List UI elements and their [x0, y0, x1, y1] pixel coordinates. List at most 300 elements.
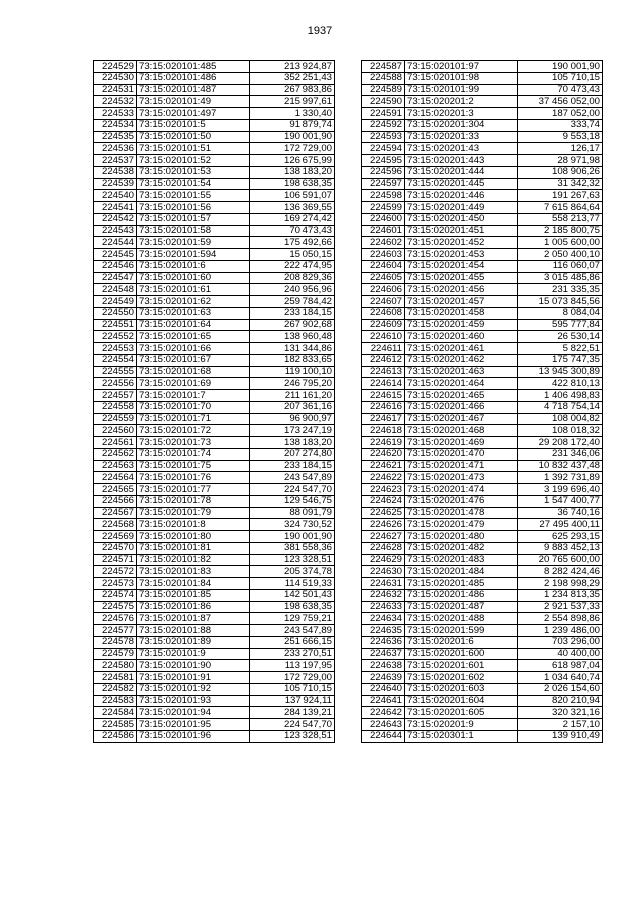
row-number-cell: 224644 — [362, 730, 405, 742]
cadastral-number-cell: 73:15:020201:9 — [405, 719, 518, 731]
cadastral-number-cell: 73:15:020101:594 — [137, 249, 250, 261]
row-number-cell: 224575 — [94, 601, 137, 613]
row-number-cell: 224556 — [94, 378, 137, 390]
row-number-cell: 224615 — [362, 390, 405, 402]
row-number-cell: 224555 — [94, 366, 137, 378]
value-cell: 182 833,65 — [250, 354, 335, 366]
row-number-cell: 224589 — [362, 84, 405, 96]
cadastral-number-cell: 73:15:020201:599 — [405, 625, 518, 637]
value-cell: 136 369,55 — [250, 202, 335, 214]
cadastral-number-cell: 73:15:020101:59 — [137, 237, 250, 249]
cadastral-number-cell: 73:15:020201:463 — [405, 366, 518, 378]
table-row — [362, 448, 603, 460]
cadastral-number-cell: 73:15:020201:470 — [405, 448, 518, 460]
cadastral-number-cell: 73:15:020101:92 — [137, 683, 250, 695]
cadastral-number-cell: 73:15:020201:471 — [405, 460, 518, 472]
value-cell: 1 234 813,35 — [518, 589, 603, 601]
table-row — [362, 460, 603, 472]
cadastral-number-cell: 73:15:020101:86 — [137, 601, 250, 613]
value-cell: 267 983,86 — [250, 84, 335, 96]
table-row — [362, 249, 603, 261]
row-number-cell: 224619 — [362, 437, 405, 449]
value-cell: 172 729,00 — [250, 672, 335, 684]
table-row — [362, 178, 603, 190]
row-number-cell: 224538 — [94, 166, 137, 178]
row-number-cell: 224557 — [94, 390, 137, 402]
value-cell: 211 161,20 — [250, 390, 335, 402]
cadastral-number-cell: 73:15:020201:602 — [405, 672, 518, 684]
row-number-cell: 224632 — [362, 589, 405, 601]
cadastral-number-cell: 73:15:020101:56 — [137, 202, 250, 214]
value-cell: 70 473,43 — [250, 225, 335, 237]
row-number-cell: 224643 — [362, 719, 405, 731]
table-row — [94, 331, 335, 343]
table-row — [362, 695, 603, 707]
value-cell: 240 956,96 — [250, 284, 335, 296]
value-cell: 26 530,14 — [518, 331, 603, 343]
table-row — [94, 578, 335, 590]
value-cell: 8 282 424,46 — [518, 566, 603, 578]
table-row — [94, 131, 335, 143]
table-row — [94, 213, 335, 225]
table-row — [362, 472, 603, 484]
row-number-cell: 224606 — [362, 284, 405, 296]
table-row — [362, 378, 603, 390]
cadastral-number-cell: 73:15:020301:1 — [405, 730, 518, 742]
table-row — [362, 72, 603, 84]
cadastral-number-cell: 73:15:020201:482 — [405, 542, 518, 554]
cadastral-number-cell: 73:15:020101:89 — [137, 636, 250, 648]
row-number-cell: 224552 — [94, 331, 137, 343]
value-cell: 129 759,21 — [250, 613, 335, 625]
table-row — [94, 272, 335, 284]
value-cell: 558 213,77 — [518, 213, 603, 225]
row-number-cell: 224641 — [362, 695, 405, 707]
table-row — [362, 413, 603, 425]
value-cell: 36 740,16 — [518, 507, 603, 519]
row-number-cell: 224631 — [362, 578, 405, 590]
cadastral-number-cell: 73:15:020201:33 — [405, 131, 518, 143]
row-number-cell: 224585 — [94, 719, 137, 731]
cadastral-number-cell: 73:15:020101:79 — [137, 507, 250, 519]
cadastral-number-cell: 73:15:020101:55 — [137, 190, 250, 202]
table-row — [94, 284, 335, 296]
table-row — [94, 190, 335, 202]
row-number-cell: 224537 — [94, 155, 137, 167]
value-cell: 224 547,70 — [250, 484, 335, 496]
cadastral-number-cell: 73:15:020101:91 — [137, 672, 250, 684]
table-row — [94, 249, 335, 261]
row-number-cell: 224534 — [94, 119, 137, 131]
row-number-cell: 224545 — [94, 249, 137, 261]
row-number-cell: 224634 — [362, 613, 405, 625]
table-row — [362, 625, 603, 637]
row-number-cell: 224636 — [362, 636, 405, 648]
cadastral-number-cell: 73:15:020101:83 — [137, 566, 250, 578]
row-number-cell: 224592 — [362, 119, 405, 131]
cadastral-number-cell: 73:15:020101:96 — [137, 730, 250, 742]
cadastral-number-cell: 73:15:020201:453 — [405, 249, 518, 261]
row-number-cell: 224620 — [362, 448, 405, 460]
row-number-cell: 224603 — [362, 249, 405, 261]
table-row — [362, 237, 603, 249]
row-number-cell: 224602 — [362, 237, 405, 249]
row-number-cell: 224576 — [94, 613, 137, 625]
cadastral-number-cell: 73:15:020201:469 — [405, 437, 518, 449]
row-number-cell: 224608 — [362, 307, 405, 319]
cadastral-number-cell: 73:15:020101:74 — [137, 448, 250, 460]
row-number-cell: 224571 — [94, 554, 137, 566]
value-cell: 27 495 400,11 — [518, 519, 603, 531]
row-number-cell: 224597 — [362, 178, 405, 190]
cadastral-number-cell: 73:15:020201:43 — [405, 143, 518, 155]
cadastral-number-cell: 73:15:020201:605 — [405, 707, 518, 719]
value-cell: 139 910,49 — [518, 730, 603, 742]
table-row — [94, 695, 335, 707]
row-number-cell: 224593 — [362, 131, 405, 143]
cadastral-number-cell: 73:15:020101:63 — [137, 307, 250, 319]
row-number-cell: 224529 — [94, 61, 137, 73]
table-row — [362, 213, 603, 225]
cadastral-number-cell: 73:15:020201:604 — [405, 695, 518, 707]
row-number-cell: 224570 — [94, 542, 137, 554]
table-row — [94, 108, 335, 120]
cadastral-number-cell: 73:15:020201:486 — [405, 589, 518, 601]
row-number-cell: 224586 — [94, 730, 137, 742]
value-cell: 131 344,86 — [250, 343, 335, 355]
row-number-cell: 224573 — [94, 578, 137, 590]
value-cell: 231 335,35 — [518, 284, 603, 296]
value-cell: 142 501,43 — [250, 589, 335, 601]
table-row — [362, 225, 603, 237]
cadastral-number-cell: 73:15:020101:97 — [405, 61, 518, 73]
cadastral-number-cell: 73:15:020101:7 — [137, 390, 250, 402]
table-row — [94, 296, 335, 308]
cadastral-number-cell: 73:15:020101:77 — [137, 484, 250, 496]
value-cell: 5 822,51 — [518, 343, 603, 355]
table-row — [94, 343, 335, 355]
row-number-cell: 224561 — [94, 437, 137, 449]
cadastral-number-cell: 73:15:020101:78 — [137, 495, 250, 507]
value-cell: 2 198 998,29 — [518, 578, 603, 590]
table-row — [94, 155, 335, 167]
table-row — [94, 390, 335, 402]
row-number-cell: 224616 — [362, 401, 405, 413]
cadastral-number-cell: 73:15:020101:81 — [137, 542, 250, 554]
table-row — [362, 260, 603, 272]
cadastral-number-cell: 73:15:020201:456 — [405, 284, 518, 296]
cadastral-number-cell: 73:15:020201:474 — [405, 484, 518, 496]
value-cell: 9 553,18 — [518, 131, 603, 143]
value-cell: 175 747,35 — [518, 354, 603, 366]
value-cell: 126 675,99 — [250, 155, 335, 167]
row-number-cell: 224587 — [362, 61, 405, 73]
table-row — [362, 119, 603, 131]
value-cell: 123 328,51 — [250, 554, 335, 566]
table-row — [94, 472, 335, 484]
row-number-cell: 224542 — [94, 213, 137, 225]
row-number-cell: 224563 — [94, 460, 137, 472]
table-row — [362, 425, 603, 437]
value-cell: 173 247,19 — [250, 425, 335, 437]
cadastral-number-cell: 73:15:020101:95 — [137, 719, 250, 731]
table-row — [94, 425, 335, 437]
table-row — [362, 531, 603, 543]
table-row — [362, 319, 603, 331]
row-number-cell: 224551 — [94, 319, 137, 331]
row-number-cell: 224595 — [362, 155, 405, 167]
cadastral-number-cell: 73:15:020201:444 — [405, 166, 518, 178]
value-cell: 88 091,79 — [250, 507, 335, 519]
row-number-cell: 224623 — [362, 484, 405, 496]
table-row — [362, 61, 603, 73]
row-number-cell: 224531 — [94, 84, 137, 96]
row-number-cell: 224614 — [362, 378, 405, 390]
table-row — [362, 707, 603, 719]
cadastral-number-cell: 73:15:020201:461 — [405, 343, 518, 355]
value-cell: 138 960,48 — [250, 331, 335, 343]
value-cell: 224 547,70 — [250, 719, 335, 731]
cadastral-number-cell: 73:15:020101:50 — [137, 131, 250, 143]
cadastral-number-cell: 73:15:020201:603 — [405, 683, 518, 695]
cadastral-number-cell: 73:15:020201:473 — [405, 472, 518, 484]
value-cell: 2 157,10 — [518, 719, 603, 731]
value-cell: 333,74 — [518, 119, 603, 131]
table-row — [94, 84, 335, 96]
cadastral-number-cell: 73:15:020101:485 — [137, 61, 250, 73]
cadastral-number-cell: 73:15:020101:66 — [137, 343, 250, 355]
right-table — [361, 60, 603, 743]
table-row — [362, 166, 603, 178]
row-number-cell: 224565 — [94, 484, 137, 496]
value-cell: 116 060,07 — [518, 260, 603, 272]
table-row — [94, 566, 335, 578]
row-number-cell: 224541 — [94, 202, 137, 214]
row-number-cell: 224579 — [94, 648, 137, 660]
value-cell: 190 001,90 — [250, 531, 335, 543]
row-number-cell: 224533 — [94, 108, 137, 120]
value-cell: 28 971,98 — [518, 155, 603, 167]
table-row — [362, 660, 603, 672]
value-cell: 243 547,89 — [250, 472, 335, 484]
value-cell: 138 183,20 — [250, 166, 335, 178]
value-cell: 91 879,74 — [250, 119, 335, 131]
cadastral-number-cell: 73:15:020201:449 — [405, 202, 518, 214]
row-number-cell: 224618 — [362, 425, 405, 437]
cadastral-number-cell: 73:15:020101:76 — [137, 472, 250, 484]
value-cell: 251 666,15 — [250, 636, 335, 648]
table-row — [94, 437, 335, 449]
cadastral-number-cell: 73:15:020101:497 — [137, 108, 250, 120]
value-cell: 20 765 600,00 — [518, 554, 603, 566]
table-row — [362, 554, 603, 566]
value-cell: 381 558,36 — [250, 542, 335, 554]
cadastral-number-cell: 73:15:020201:480 — [405, 531, 518, 543]
value-cell: 703 296,00 — [518, 636, 603, 648]
value-cell: 1 330,40 — [250, 108, 335, 120]
row-number-cell: 224558 — [94, 401, 137, 413]
value-cell: 213 924,87 — [250, 61, 335, 73]
row-number-cell: 224617 — [362, 413, 405, 425]
value-cell: 246 795,20 — [250, 378, 335, 390]
cadastral-number-cell: 73:15:020201:483 — [405, 554, 518, 566]
value-cell: 4 718 754,14 — [518, 401, 603, 413]
left-table — [93, 60, 335, 743]
row-number-cell: 224567 — [94, 507, 137, 519]
value-cell: 422 810,13 — [518, 378, 603, 390]
row-number-cell: 224596 — [362, 166, 405, 178]
row-number-cell: 224605 — [362, 272, 405, 284]
cadastral-number-cell: 73:15:020101:52 — [137, 155, 250, 167]
row-number-cell: 224536 — [94, 143, 137, 155]
table-row — [94, 401, 335, 413]
table-row — [94, 96, 335, 108]
table-row — [362, 190, 603, 202]
value-cell: 113 197,95 — [250, 660, 335, 672]
table-row — [94, 307, 335, 319]
table-row — [362, 108, 603, 120]
table-row — [362, 683, 603, 695]
table-row — [94, 202, 335, 214]
cadastral-number-cell: 73:15:020101:82 — [137, 554, 250, 566]
table-row — [94, 519, 335, 531]
value-cell: 3 015 485,86 — [518, 272, 603, 284]
cadastral-number-cell: 73:15:020201:484 — [405, 566, 518, 578]
table-row — [94, 531, 335, 543]
table-row — [362, 155, 603, 167]
row-number-cell: 224562 — [94, 448, 137, 460]
value-cell: 2 921 537,33 — [518, 601, 603, 613]
cadastral-number-cell: 73:15:020101:93 — [137, 695, 250, 707]
table-row — [94, 589, 335, 601]
row-number-cell: 224577 — [94, 625, 137, 637]
row-number-cell: 224572 — [94, 566, 137, 578]
value-cell: 2 026 154,60 — [518, 683, 603, 695]
cadastral-number-cell: 73:15:020101:65 — [137, 331, 250, 343]
table-row — [362, 272, 603, 284]
value-cell: 8 084,04 — [518, 307, 603, 319]
cadastral-number-cell: 73:15:020201:443 — [405, 155, 518, 167]
row-number-cell: 224625 — [362, 507, 405, 519]
row-number-cell: 224559 — [94, 413, 137, 425]
row-number-cell: 224566 — [94, 495, 137, 507]
value-cell: 9 883 452,13 — [518, 542, 603, 554]
table-row — [362, 566, 603, 578]
row-number-cell: 224612 — [362, 354, 405, 366]
cadastral-number-cell: 73:15:020201:2 — [405, 96, 518, 108]
value-cell: 129 546,75 — [250, 495, 335, 507]
value-cell: 119 100,10 — [250, 366, 335, 378]
value-cell: 13 945 300,89 — [518, 366, 603, 378]
value-cell: 169 274,42 — [250, 213, 335, 225]
cadastral-number-cell: 73:15:020101:53 — [137, 166, 250, 178]
table-row — [94, 460, 335, 472]
value-cell: 2 554 898,86 — [518, 613, 603, 625]
row-number-cell: 224553 — [94, 343, 137, 355]
value-cell: 2 050 400,10 — [518, 249, 603, 261]
row-number-cell: 224550 — [94, 307, 137, 319]
cadastral-number-cell: 73:15:020101:67 — [137, 354, 250, 366]
value-cell: 37 456 052,00 — [518, 96, 603, 108]
cadastral-number-cell: 73:15:020101:73 — [137, 437, 250, 449]
table-row — [94, 507, 335, 519]
value-cell: 267 902,68 — [250, 319, 335, 331]
table-row — [362, 730, 603, 742]
row-number-cell: 224600 — [362, 213, 405, 225]
value-cell: 40 400,00 — [518, 648, 603, 660]
table-row — [362, 495, 603, 507]
cadastral-number-cell: 73:15:020101:98 — [405, 72, 518, 84]
table-row — [362, 84, 603, 96]
value-cell: 233 184,15 — [250, 307, 335, 319]
row-number-cell: 224639 — [362, 672, 405, 684]
row-number-cell: 224539 — [94, 178, 137, 190]
cadastral-number-cell: 73:15:020201:445 — [405, 178, 518, 190]
row-number-cell: 224560 — [94, 425, 137, 437]
row-number-cell: 224598 — [362, 190, 405, 202]
row-number-cell: 224548 — [94, 284, 137, 296]
value-cell: 29 208 172,40 — [518, 437, 603, 449]
row-number-cell: 224590 — [362, 96, 405, 108]
value-cell: 222 474,95 — [250, 260, 335, 272]
table-row — [94, 495, 335, 507]
value-cell: 1 392 731,89 — [518, 472, 603, 484]
table-row — [94, 542, 335, 554]
cadastral-number-cell: 73:15:020201:478 — [405, 507, 518, 519]
row-number-cell: 224540 — [94, 190, 137, 202]
cadastral-number-cell: 73:15:020101:5 — [137, 119, 250, 131]
table-row — [362, 636, 603, 648]
value-cell: 820 210,94 — [518, 695, 603, 707]
table-row — [362, 589, 603, 601]
row-number-cell: 224637 — [362, 648, 405, 660]
row-number-cell: 224624 — [362, 495, 405, 507]
value-cell: 191 267,63 — [518, 190, 603, 202]
cadastral-number-cell: 73:15:020201:451 — [405, 225, 518, 237]
value-cell: 1 406 498,83 — [518, 390, 603, 402]
cadastral-number-cell: 73:15:020201:479 — [405, 519, 518, 531]
cadastral-number-cell: 73:15:020201:454 — [405, 260, 518, 272]
cadastral-number-cell: 73:15:020201:488 — [405, 613, 518, 625]
row-number-cell: 224588 — [362, 72, 405, 84]
row-number-cell: 224604 — [362, 260, 405, 272]
row-number-cell: 224564 — [94, 472, 137, 484]
value-cell: 207 274,80 — [250, 448, 335, 460]
cadastral-number-cell: 73:15:020201:459 — [405, 319, 518, 331]
table-row — [362, 519, 603, 531]
cadastral-number-cell: 73:15:020101:72 — [137, 425, 250, 437]
value-cell: 15 050,15 — [250, 249, 335, 261]
table-row — [362, 401, 603, 413]
value-cell: 233 270,51 — [250, 648, 335, 660]
value-cell: 10 832 437,48 — [518, 460, 603, 472]
value-cell: 3 199 696,40 — [518, 484, 603, 496]
value-cell: 352 251,43 — [250, 72, 335, 84]
row-number-cell: 224628 — [362, 542, 405, 554]
page-number: 1937 — [307, 25, 333, 37]
table-row — [94, 225, 335, 237]
value-cell: 70 473,43 — [518, 84, 603, 96]
row-number-cell: 224599 — [362, 202, 405, 214]
table-row — [94, 648, 335, 660]
cadastral-number-cell: 73:15:020201:304 — [405, 119, 518, 131]
cadastral-number-cell: 73:15:020201:485 — [405, 578, 518, 590]
table-row — [94, 366, 335, 378]
cadastral-number-cell: 73:15:020201:476 — [405, 495, 518, 507]
cadastral-number-cell: 73:15:020101:487 — [137, 84, 250, 96]
row-number-cell: 224581 — [94, 672, 137, 684]
row-number-cell: 224610 — [362, 331, 405, 343]
